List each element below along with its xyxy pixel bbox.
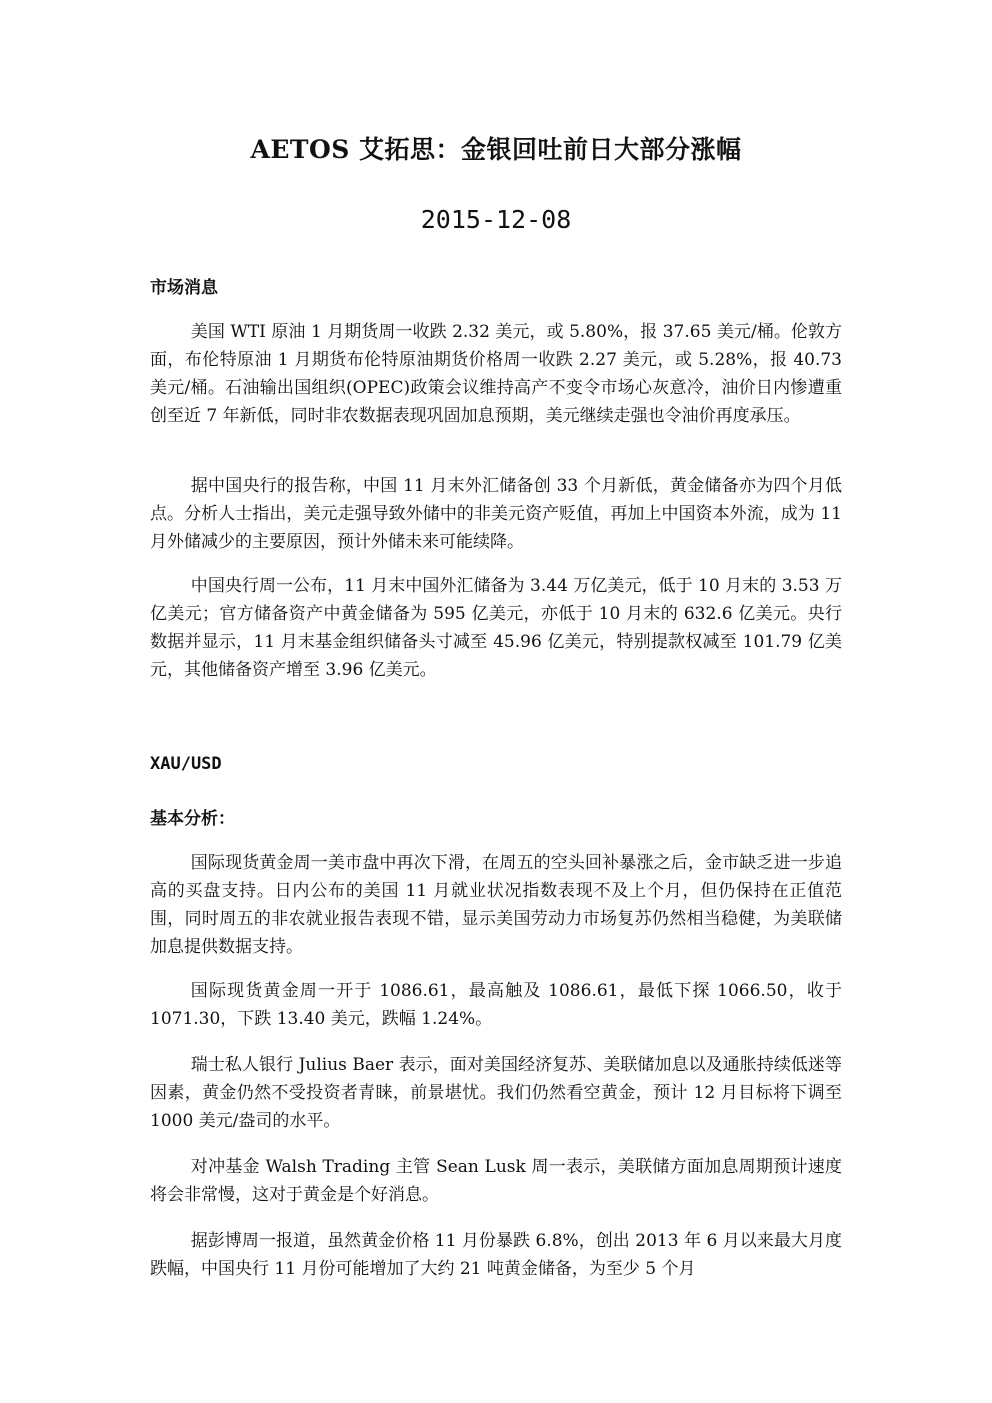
market-news-paragraph-1: 美国 WTI 原油 1 月期货周一收跌 2.32 美元，或 5.80%，报 37.65 美元/桶。伦敦方面，布伦特原油 1 月期货布伦特原油期货价格周一收跌 2.27 美元，或 5.28%，报 40.73 美元/桶。石油输出国组织(OPEC)政策会议维持高产不变令市场心灰意冷，油价日内惨遭重创至近 7 年新低，同时非农数据表现巩固加息预期，美元继续走强也令油价再度承压。 <box>150 322 842 426</box>
analysis-paragraph-2: 国际现货黄金周一开于 1086.61，最高触及 1086.61，最低下探 1066.50，收于 1071.30，下跌 13.40 美元，跌幅 1.24%。 <box>150 981 842 1029</box>
analysis-paragraph-1: 国际现货黄金周一美市盘中再次下滑，在周五的空头回补暴涨之后，金市缺乏进一步追高的买盘支持。日内公布的美国 11 月就业状况指数表现不及上个月，但仍保持在正值范围，同时周五的非农就业报告表现不错，显示美国劳动力市场复苏仍然相当稳健，为美联储加息提供数据支持。 <box>150 853 842 957</box>
market-news-paragraph-2: 据中国央行的报告称，中国 11 月末外汇储备创 33 个月新低，黄金储备亦为四个月低点。分析人士指出，美元走强导致外储中的非美元资产贬值，再加上中国资本外流，成为 11 月外储减少的主要原因，预计外储未来可能续降。 <box>150 476 842 552</box>
market-news-heading: 市场消息 <box>150 278 218 298</box>
document-date: 2015-12-08 <box>420 205 572 234</box>
symbol-heading: XAU/USD <box>150 754 222 774</box>
fundamental-analysis-heading: 基本分析： <box>150 809 235 829</box>
market-news-paragraph-3: 中国央行周一公布，11 月末中国外汇储备为 3.44 万亿美元，低于 10 月末的 3.53 万亿美元；官方储备资产中黄金储备为 595 亿美元，亦低于 10 月末的 632.6 亿美元。央行数据并显示，11 月末基金组织储备头寸减至 45.96 亿美元，特别提款权减至 101.79 亿美元，其他储备资产增至 3.96 亿美元。 <box>150 576 842 680</box>
analysis-paragraph-3: 瑞士私人银行 Julius Baer 表示，面对美国经济复苏、美联储加息以及通胀持续低迷等因素，黄金仍然不受投资者青睐，前景堪忧。我们仍然看空黄金，预计 12 月目标将下调至 1000 美元/盎司的水平。 <box>150 1055 842 1131</box>
analysis-paragraph-4: 对冲基金 Walsh Trading 主管 Sean Lusk 周一表示，美联储方面加息周期预计速度将会非常慢，这对于黄金是个好消息。 <box>150 1157 842 1205</box>
document-title: AETOS 艾拓思：金银回吐前日大部分涨幅 <box>250 135 742 164</box>
analysis-paragraph-5: 据彭博周一报道，虽然黄金价格 11 月份暴跌 6.8%，创出 2013 年 6 月以来最大月度跌幅，中国央行 11 月份可能增加了大约 21 吨黄金储备，为至少 5 个月 <box>150 1231 842 1279</box>
